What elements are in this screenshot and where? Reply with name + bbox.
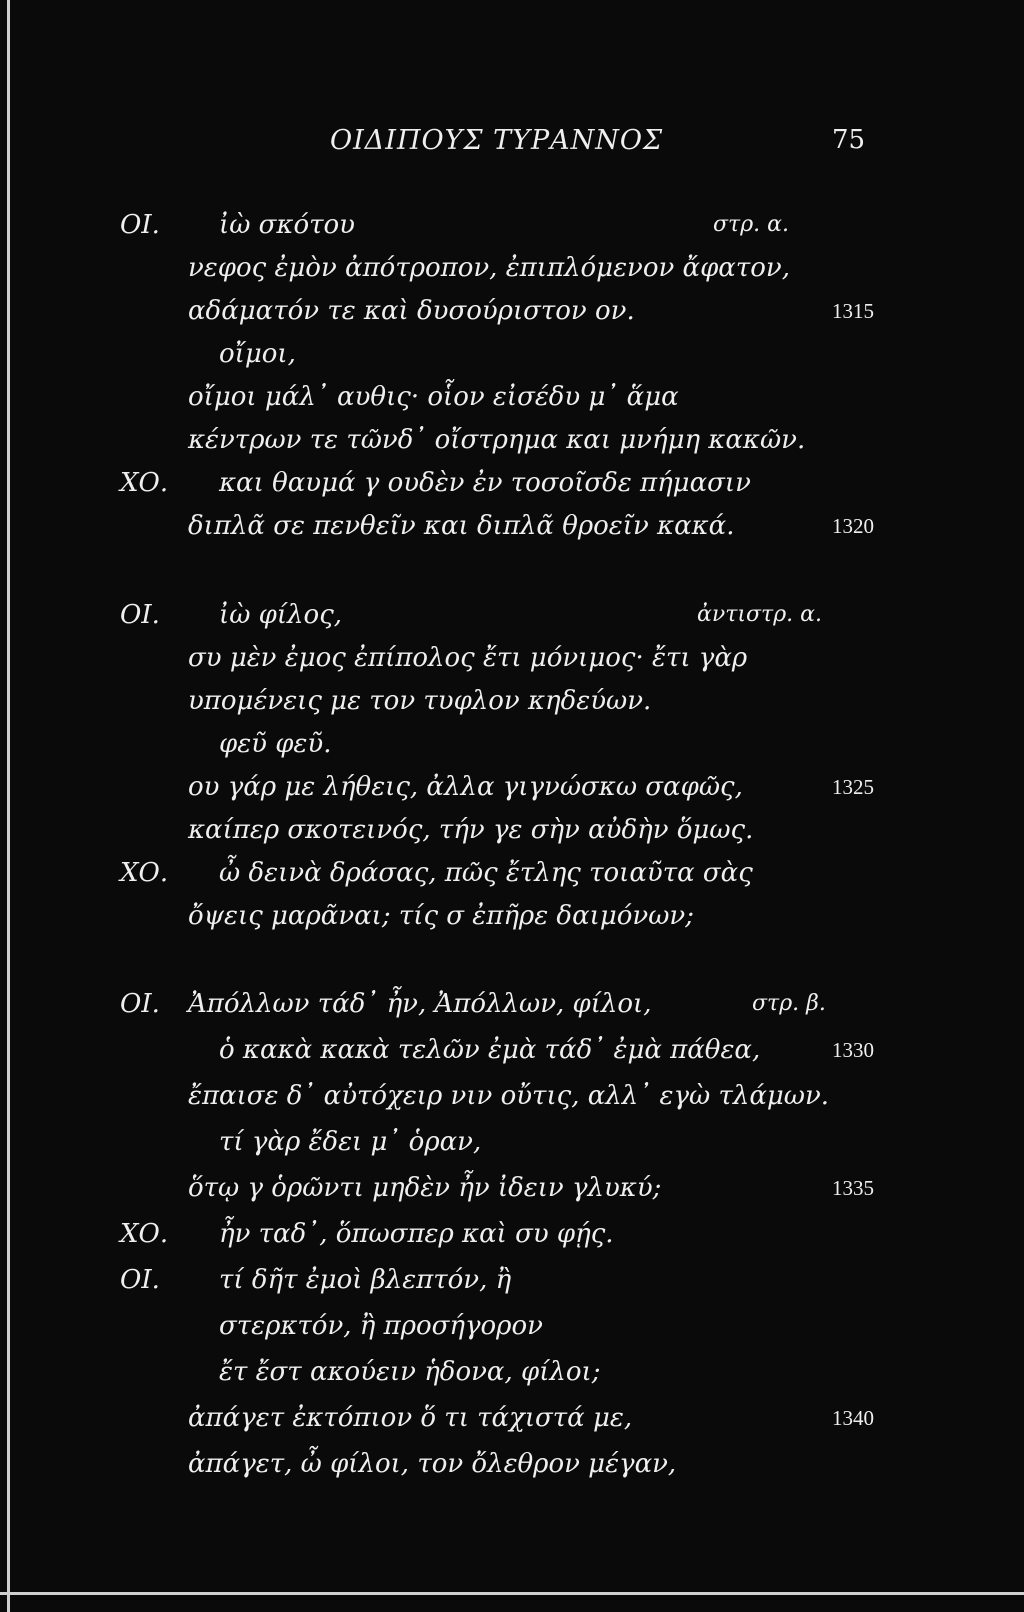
speaker-label: ΟΙ. <box>120 210 160 240</box>
verse-line <box>0 989 1024 1027</box>
verse-text-line: διπλᾶ σε πενθεῖν και διπλᾶ θροεῖν κακά. <box>188 511 735 541</box>
verse-line <box>0 1035 1024 1073</box>
verse-line <box>0 425 1024 463</box>
speaker-label: ΧΟ. <box>120 468 169 498</box>
verse-line <box>0 296 1024 334</box>
verse-line <box>0 1219 1024 1257</box>
verse-text-line: φεῦ φεῦ. <box>219 729 332 759</box>
verse-line <box>0 643 1024 681</box>
verse-line <box>0 1357 1024 1395</box>
verse-line <box>0 772 1024 810</box>
verse-line <box>0 1173 1024 1211</box>
speaker-label: ΟΙ. <box>120 989 160 1019</box>
line-number: 1315 <box>832 299 874 323</box>
verse-text-line: καίπερ σκοτεινός, τήν γε σὴν αὐδὴν ὅμως. <box>188 815 754 845</box>
verse-text-line: ἀπάγετ, ὦ φίλοι, τον ὄλεθρον μέγαν, <box>188 1449 677 1479</box>
verse-text-line: τί δῆτ ἐμοὶ βλεπτόν, ἢ <box>219 1265 512 1295</box>
verse-text-line: ὁ κακὰ κακὰ τελῶν ἐμὰ τάδ᾽ ἐμὰ πάθεα, <box>219 1035 761 1065</box>
verse-text-line: ἔτ ἔστ ακούειν ἡδονα, φίλοι; <box>219 1357 601 1387</box>
speaker-label: ΟΙ. <box>120 1265 160 1295</box>
page-number: 75 <box>832 125 866 155</box>
line-number: 1335 <box>832 1176 874 1200</box>
verse-text-line: ὦ δεινὰ δράσας, πῶς ἔτλης τοιαῦτα σὰς <box>219 858 753 888</box>
verse-text-line: ὄψεις μαρᾶναι; τίς σ ἐπῆρε δαιμόνων; <box>188 901 694 931</box>
strophe-marker: στρ. β. <box>752 991 826 1016</box>
bottom-rule <box>0 1592 1024 1595</box>
verse-line <box>0 600 1024 638</box>
verse-text-line: ἀπάγετ ἐκτόπιον ὅ τι τάχιστά με, <box>188 1403 633 1433</box>
verse-text-line: τί γὰρ ἔδει μ᾽ ὁραν, <box>219 1127 482 1157</box>
verse-line <box>0 815 1024 853</box>
speaker-label: ΧΟ. <box>120 858 169 888</box>
verse-text-line: οἴμοι, <box>219 339 296 369</box>
verse-line <box>0 1265 1024 1303</box>
running-title: ΟΙΔΙΠΟΥΣ ΤΥΡΑΝΝΟΣ <box>330 125 664 156</box>
verse-line <box>0 729 1024 767</box>
line-number: 1340 <box>832 1406 874 1430</box>
verse-line <box>0 511 1024 549</box>
verse-text-line: ἦν ταδ᾽, ὅπωσπερ καὶ συ φῄς. <box>219 1219 614 1249</box>
verse-line <box>0 1403 1024 1441</box>
verse-line <box>0 686 1024 724</box>
verse-text-line: ἰὼ σκότου <box>219 210 355 240</box>
verse-line <box>0 858 1024 896</box>
verse-line <box>0 468 1024 506</box>
verse-text-line: και θαυμά γ ουδὲν ἐν τοσοῖσδε πήμασιν <box>219 468 751 498</box>
verse-text-line: στερκτόν, ἢ προσήγορον <box>219 1311 543 1341</box>
verse-line <box>0 1127 1024 1165</box>
line-number: 1320 <box>832 514 874 538</box>
verse-text-line: ἔπαισε δ᾽ αὐτόχειρ νιν οὔτις, αλλ᾽ εγὼ τλάμων. <box>188 1081 830 1111</box>
verse-text-line: κέντρων τε τῶνδ᾽ οἴστρημα και μνήμη κακῶν. <box>188 425 806 455</box>
verse-line <box>0 1449 1024 1487</box>
verse-line <box>0 1311 1024 1349</box>
verse-text-line: αδάματόν τε καὶ δυσούριστον ον. <box>188 296 635 326</box>
verse-text-line: ου γάρ με λήθεις, ἀλλα γιγνώσκω σαφῶς, <box>188 772 743 802</box>
line-number: 1325 <box>832 775 874 799</box>
strophe-marker: ἀντιστρ. α. <box>697 602 822 627</box>
verse-line <box>0 901 1024 939</box>
verse-text-line: Ἀπόλλων τάδ᾽ ἦν, Ἀπόλλων, φίλοι, <box>188 989 652 1019</box>
verse-text-line: ἰὼ φίλος, <box>219 600 343 630</box>
speaker-label: ΟΙ. <box>120 600 160 630</box>
verse-text-line: συ μὲν ἐμος ἐπίπολος ἔτι μόνιμος· ἔτι γὰρ <box>188 643 748 673</box>
strophe-marker: στρ. α. <box>713 212 789 237</box>
verse-line <box>0 339 1024 377</box>
line-number: 1330 <box>832 1038 874 1062</box>
verse-text-line: υπομένεις με τον τυφλον κηδεύων. <box>188 686 652 716</box>
verse-text-line: οἴμοι μάλ᾽ αυθις· οἷον εἰσέδυ μ᾽ ἅμα <box>188 382 679 412</box>
verse-line <box>0 253 1024 291</box>
verse-line <box>0 210 1024 248</box>
verse-text-line: ὅτῳ γ ὁρῶντι μηδὲν ἦν ἰδειν γλυκύ; <box>188 1173 662 1203</box>
speaker-label: ΧΟ. <box>120 1219 169 1249</box>
page-header <box>0 125 1024 165</box>
verse-line <box>0 382 1024 420</box>
verse-text-line: νεφος ἐμὸν ἀπότροπον, ἐπιπλόμενον ἄφατον, <box>188 253 790 283</box>
verse-line <box>0 1081 1024 1119</box>
